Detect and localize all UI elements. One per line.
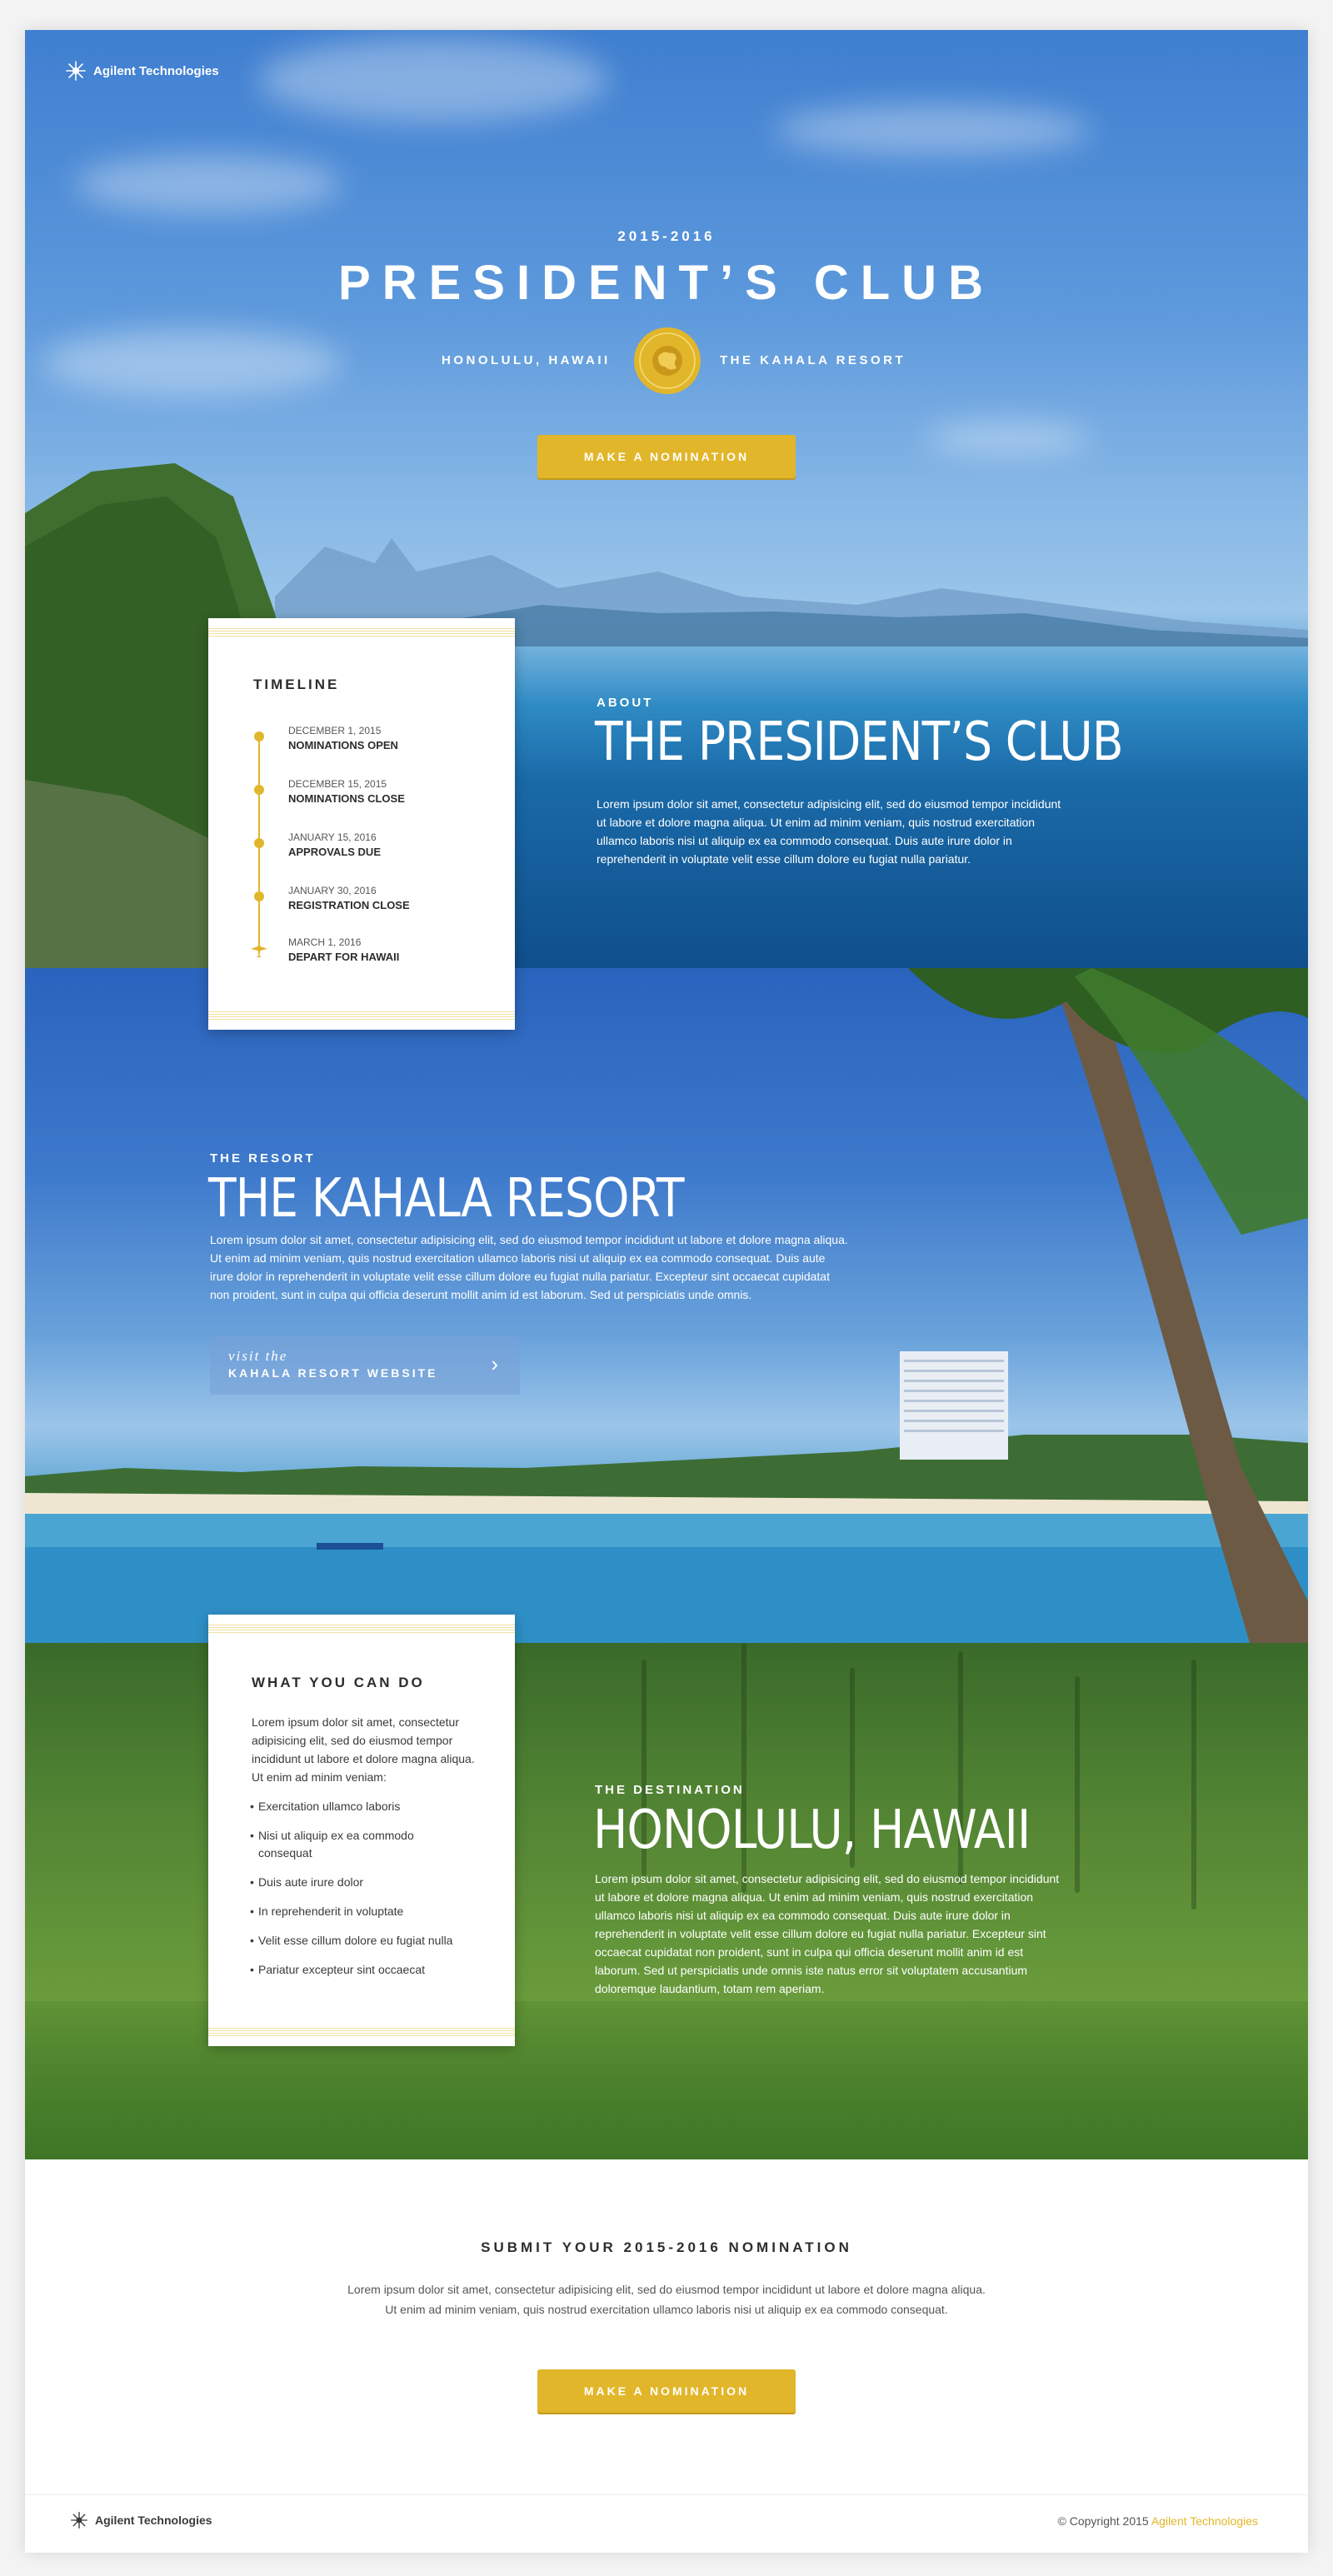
- timeline-event: NOMINATIONS CLOSE: [288, 792, 405, 805]
- about-body-line: ut labore et dolore magna aliqua. Ut enim ad minim veniam, quis nostrud exercitation: [597, 816, 1036, 829]
- visit-big-text: KAHALA RESORT WEBSITE: [228, 1366, 438, 1380]
- about-body: [597, 795, 1130, 868]
- list-item: • Exercitation ullamco laboris: [250, 1798, 452, 1815]
- copyright-prefix: © Copyright 2015: [1057, 2514, 1149, 2528]
- card-stripe-top: [208, 628, 515, 637]
- hero-title: PRESIDENT’S CLUB: [338, 256, 995, 310]
- header-logo[interactable]: [65, 60, 219, 82]
- hero-location-left: HONOLULU, HAWAII: [442, 353, 611, 367]
- destination-body-line: occaecat cupidatat non proident, sunt in culpa qui officia deserunt mollit anim id est: [595, 1945, 1024, 1959]
- timeline-dot: [254, 891, 264, 901]
- resort-body-line: non proident, sunt in culpa qui officia deserunt mollit anim id est laborum. Sed ut perspiciatis unde omnis.: [210, 1288, 752, 1301]
- resort-scene-graphic: [25, 968, 1308, 1643]
- submit-text: [25, 2279, 1308, 2319]
- timeline-event: APPROVALS DUE: [288, 846, 381, 858]
- timeline-event: DEPART FOR HAWAII: [288, 951, 400, 963]
- resort-body-line: Ut enim ad minim veniam, quis nostrud exercitation ullamco laboris nisi ut aliquip ex ea commodo consequat. Duis aute: [210, 1251, 826, 1265]
- submit-title: SUBMIT YOUR 2015-2016 NOMINATION: [481, 2239, 852, 2255]
- list-item: • In reprehenderit in voluptate: [250, 1903, 452, 1920]
- timeline-event: REGISTRATION CLOSE: [288, 899, 410, 911]
- copyright-brand-link[interactable]: Agilent Technologies: [1151, 2514, 1258, 2528]
- destination-body-line: ut labore et dolore magna aliqua. Ut enim ad minim veniam, quis nostrud exercitation: [595, 1890, 1034, 1904]
- hero-make-nomination-button[interactable]: MAKE A NOMINATION: [537, 435, 796, 478]
- resort-title: THE KAHALA RESORT: [208, 1168, 684, 1230]
- destination-label: THE DESTINATION: [595, 1783, 745, 1797]
- destination-title: HONOLULU, HAWAII: [593, 1800, 1031, 1861]
- list-item: • Pariatur excepteur sint occaecat: [250, 1961, 452, 1979]
- destination-body-line: laborum. Sed ut perspiciatis unde omnis iste natus error sit voluptatem accusantium: [595, 1964, 1028, 1977]
- what-you-can-do-intro: Lorem ipsum dolor sit amet, consectetur adipisicing elit, sed do eiusmod tempor incididunt ut labore et dolore magna aliqua. Ut enim ad minim veniam:: [252, 1715, 475, 1784]
- about-body-line: Lorem ipsum dolor sit amet, consectetur adipisicing elit, sed do eiusmod tempor incididunt: [597, 797, 1061, 811]
- timeline-dot: [254, 785, 264, 795]
- timeline-date: JANUARY 15, 2016: [288, 831, 377, 843]
- destination-body-line: doloremque laudantium, totam rem aperiam.: [595, 1982, 825, 1995]
- presidents-club-seal-icon: [633, 327, 701, 395]
- destination-body-line: ullamco laboris nisi ut aliquip ex ea commodo consequat. Duis aute irure dolor in: [595, 1909, 1011, 1922]
- timeline-card: [208, 618, 515, 1030]
- timeline-date: DECEMBER 1, 2015: [288, 725, 382, 736]
- airplane-icon: [250, 940, 268, 958]
- header-brand-name: Agilent Technologies: [93, 63, 219, 78]
- timeline-dot: [254, 731, 264, 741]
- resort-section: [25, 968, 1308, 1643]
- destination-body: [595, 1870, 1128, 1998]
- footer-brand-name: Agilent Technologies: [95, 2514, 212, 2527]
- what-you-can-do-heading: WHAT YOU CAN DO: [252, 1675, 425, 1690]
- timeline-dot: [254, 838, 264, 848]
- timeline-date: MARCH 1, 2016: [288, 936, 362, 948]
- card-stripe-bottom: [208, 2028, 515, 2036]
- resort-label: THE RESORT: [210, 1151, 316, 1166]
- submit-make-nomination-button[interactable]: MAKE A NOMINATION: [537, 2369, 796, 2413]
- submit-text-line: Lorem ipsum dolor sit amet, consectetur adipisicing elit, sed do eiusmod tempor incididunt ut labore et dolore magna aliqua.: [347, 2283, 986, 2296]
- destination-body-line: reprehenderit in voluptate velit esse cillum dolore eu fugiat nulla pariatur. Excepteur sint: [595, 1927, 1046, 1940]
- chevron-right-icon: ›: [491, 1351, 498, 1376]
- resort-body-line: Lorem ipsum dolor sit amet, consectetur adipisicing elit, sed do eiusmod tempor incididunt ut labore et dolore magna aliqua.: [210, 1233, 848, 1246]
- resort-body: [210, 1231, 926, 1304]
- visit-small-text: visit the: [228, 1348, 288, 1364]
- timeline-date: DECEMBER 15, 2015: [288, 778, 387, 790]
- card-stripe-top: [208, 1625, 515, 1633]
- page: [25, 30, 1308, 2553]
- card-stripe-bottom: [208, 1011, 515, 1020]
- timeline-heading: TIMELINE: [253, 676, 340, 692]
- footer-divider: [25, 2494, 1308, 2495]
- about-body-line: reprehenderit in voluptate velit esse cillum dolore eu fugiat nulla pariatur.: [597, 852, 971, 866]
- what-you-can-do-card: [208, 1615, 515, 2046]
- submit-text-line: Ut enim ad minim veniam, quis nostrud exercitation ullamco laboris nisi ut aliquip ex ea commodo consequat.: [385, 2303, 948, 2316]
- list-item: • Duis aute irure dolor: [250, 1874, 452, 1891]
- agilent-spark-icon: [65, 60, 87, 82]
- agilent-spark-icon: [70, 2511, 88, 2529]
- what-you-can-do-list: [250, 1798, 452, 1979]
- about-label: ABOUT: [597, 696, 654, 710]
- resort-body-line: irure dolor in reprehenderit in voluptate velit esse cillum dolore eu fugiat nulla pariatur. Excepteur sint occaecat cupidatat: [210, 1270, 830, 1283]
- timeline-event: NOMINATIONS OPEN: [288, 739, 398, 751]
- destination-body-line: Lorem ipsum dolor sit amet, consectetur adipisicing elit, sed do eiusmod tempor incididunt: [595, 1872, 1060, 1885]
- footer-logo[interactable]: [70, 2511, 212, 2529]
- list-item: • Velit esse cillum dolore eu fugiat nulla: [250, 1932, 452, 1949]
- about-body-line: ullamco laboris nisi ut aliquip ex ea commodo consequat. Duis aute irure dolor in: [597, 834, 1012, 847]
- timeline-date: JANUARY 30, 2016: [288, 885, 377, 896]
- footer-copyright: [1058, 2514, 1258, 2528]
- about-title: THE PRESIDENT’S CLUB: [595, 711, 1123, 773]
- hero-location-right: THE KAHALA RESORT: [720, 353, 906, 367]
- hero-year: 2015-2016: [617, 228, 716, 244]
- visit-resort-website-button[interactable]: [210, 1336, 520, 1395]
- list-item: • Nisi ut aliquip ex ea commodo consequat: [250, 1827, 442, 1862]
